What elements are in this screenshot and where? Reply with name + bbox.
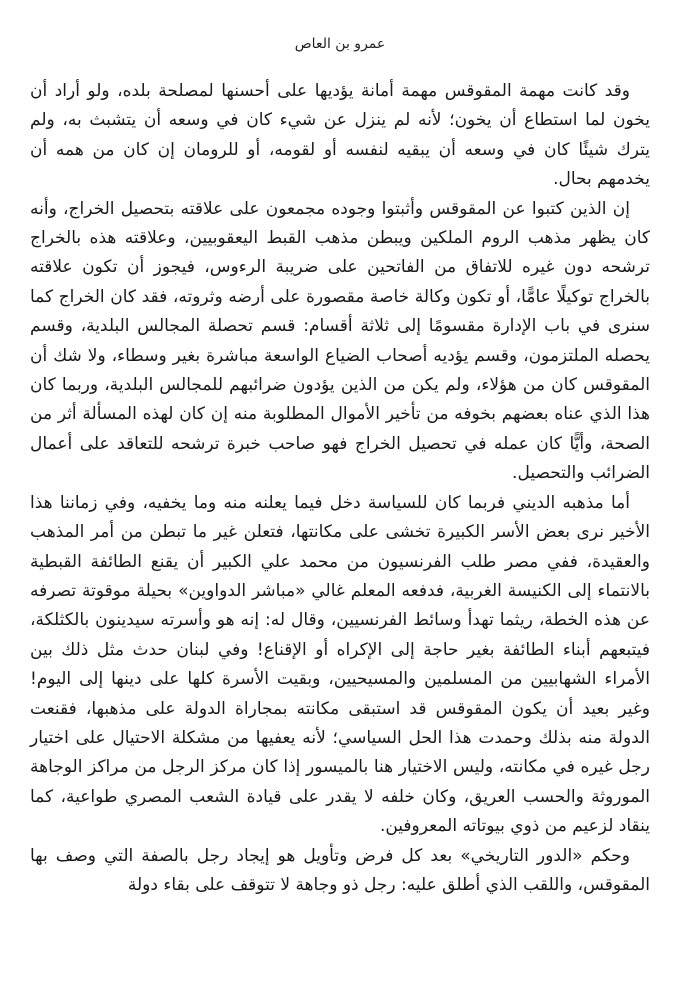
paragraph: وقد كانت مهمة المقوقس مهمة أمانة يؤديها على أحسنها لمصلحة بلده، ولو أراد أن يخون لما استطاع أن يخون؛ لأنه لم ينزل عن شيء كان في وسعه أن يتشبث به، ولم يترك شيئًا كان في وسعه أن يبقيه لنفسه أو لقومه، أو للرومان إن كان من همه أن يخدمهم بحال.	[30, 81, 650, 190]
body-text	[30, 77, 650, 900]
paragraph: إن الذين كتبوا عن المقوقس وأثبتوا وجوده مجمعون على علاقته بتحصيل الخراج، وأنه كان يظهر مذهب الروم الملكين ويبطن مذهب القبط اليعقوبيين، وعلاقته هذه بالخراج ترشحه دون غيره للاتفاق من الفاتحين على ضريبة الرءوس، فيجوز أن تكون علاقته بالخراج توكيلًا عامًّا، أو تكون وكالة خاصة مقصورة على أرضه وثروته، فقد كان الخراج كما سنرى في باب الإدارة مقسومًا إلى ثلاثة أقسام: قسم تحصلة المجالس البلدية، وقسم يحصله الملتزمون، وقسم يؤديه أصحاب الضياع الواسعة مباشرة بغير وسطاء، ولا شك أن المقوقس كان من هؤلاء، ولم يكن من الذين يؤدون ضرائبهم للمجالس البلدية، وربما كان هذا الذي عناه بعضهم بخوفه من تأخير الأموال المطلوبة منه إن كان لهذه المسألة أثر من الصحة، وأيًّا كان عمله في تحصيل الخراج فهو صاحب خبرة ترشحه للتعاقد على أعمال الضرائب والتحصيل.	[30, 198, 650, 484]
running-header-title: عمرو بن العاص	[294, 36, 386, 52]
paragraph: أما مذهبه الديني فربما كان للسياسة دخل فيما يعلنه منه وما يخفيه، وفي زماننا هذا الأخير نرى بعض الأسر الكبيرة تخشى على مكانتها، فتعلن غير ما تبطن من أمر المذهب والعقيدة، ففي مصر طلب الفرنسيون من محمد علي الكبير أن يقنع الطائفة القبطية بالانتماء إلى الكنيسة الغربية، فدفعه المعلم غالي «مباشر الدواوين» بحيلة موقوتة تصرفه عن هذه الخطة، ريثما تهدأ وسائط الفرنسيين، وقال له: إنه هو وأسرته سيدينون بالكثلكة، فيتبعهم أبناء الطائفة بغير حاجة إلى الإكراه أو الإقناع! وفي لبنان حدث مثل ذلك بين الأمراء الشهابيين من المسلمين والمسيحيين، وبقيت الأسرة كلها على دينها إلى اليوم! وغير بعيد أن يكون المقوقس قد استبقى مكانته بمجاراة الدولة على مذهبها، فقنعت الدولة منه بذلك وحمدت هذا الحل السياسي؛ لأنه يعفيها من مشكلة الاحتيال على اختيار رجل غيره في مكانته، وليس الاختيار هنا بالميسور إذا كان مركز الرجل من مراكز الوجاهة الموروثة والحسب العريق، وكان خلفه لا يقدر على قيادة الشعب المصري طواعية، كما ينقاد لزعيم من ذوي بيوتاته المعروفين.	[30, 492, 650, 837]
paragraph: وحكم «الدور التاريخي» بعد كل فرض وتأويل هو إيجاد رجل بالصفة التي وصف بها المقوقس، واللقب الذي أطلق عليه: رجل ذو وجاهة لا تتوقف على بقاء دولة	[30, 845, 650, 895]
